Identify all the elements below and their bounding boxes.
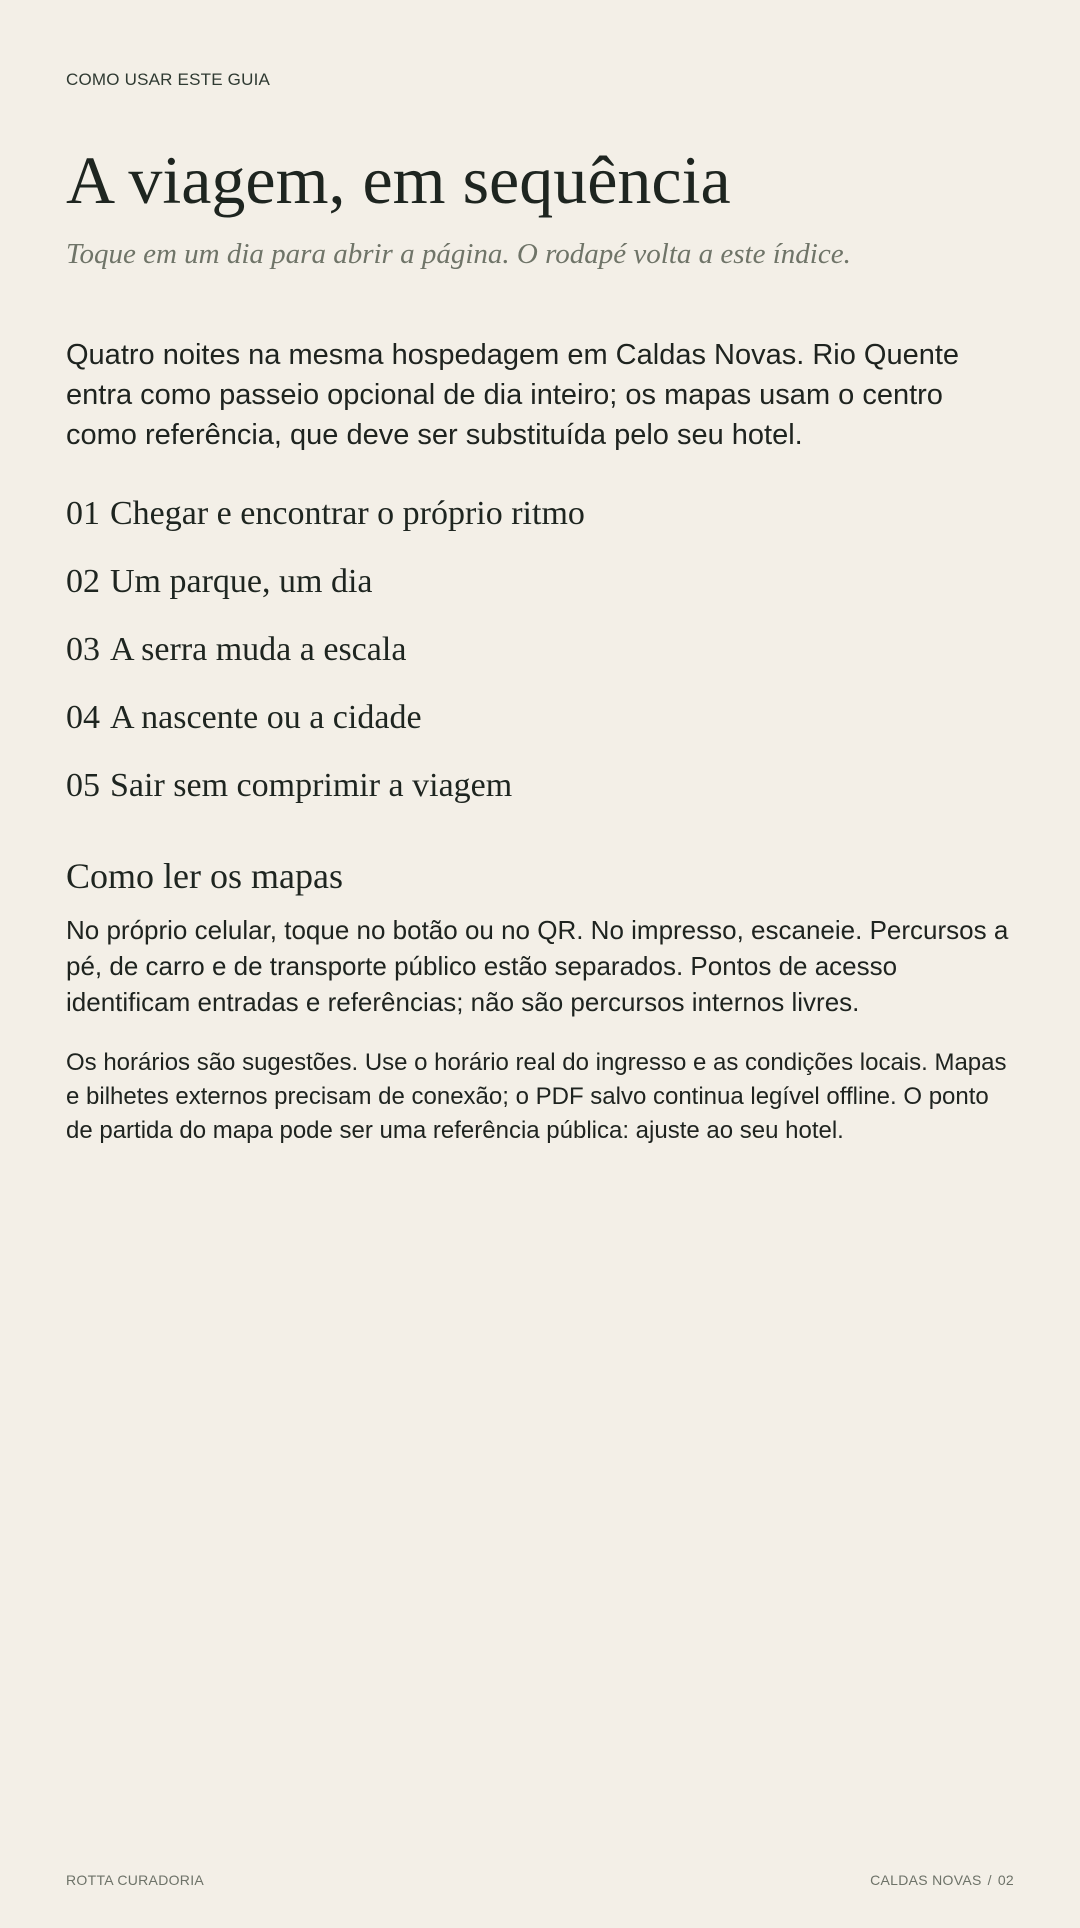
maps-paragraph-2: Os horários são sugestões. Use o horário real do ingresso e as condições locais. Mapas e bilhetes externos precisam de conexão; o PDF salvo continua legível offline. O ponto de partida do mapa pode ser uma referência pública: ajuste ao seu hotel. — [66, 1049, 1007, 1144]
footer-brand: ROTTA CURADORIA — [66, 1872, 205, 1888]
toc-item-day-02[interactable] — [66, 558, 585, 626]
toc-item-day-05[interactable] — [66, 762, 585, 830]
intro-paragraph: Quatro noites na mesma hospedagem em Caldas Novas. Rio Quente entra como passeio opcional de dia inteiro; os mapas usam o centro como referência, que deve ser substituída pelo seu hotel. — [66, 339, 960, 451]
page-title: A viagem, em sequência — [66, 142, 731, 218]
toc-item-day-04[interactable] — [66, 694, 585, 762]
footer-separator: / — [987, 1872, 992, 1888]
toc-item-number: 01 — [66, 495, 100, 532]
toc-item-label: A serra muda a escala — [110, 631, 407, 668]
toc-item-label: A nascente ou a cidade — [110, 699, 422, 736]
section-eyebrow: COMO USAR ESTE GUIA — [66, 70, 271, 89]
maps-section-title: Como ler os mapas — [66, 856, 343, 896]
maps-paragraph-1: No próprio celular, toque no botão ou no QR. No impresso, escaneie. Percursos a pé, de carro e de transporte público estão separados. Pontos de acesso identificam entradas e referências; não são percursos internos livres. — [66, 915, 1009, 1017]
toc-item-label: Um parque, um dia — [110, 563, 373, 600]
toc-item-label: Chegar e encontrar o próprio ritmo — [110, 495, 585, 532]
toc-item-number: 05 — [66, 767, 100, 804]
toc-item-number: 03 — [66, 631, 100, 668]
toc-item-number: 04 — [66, 699, 100, 736]
toc-item-label: Sair sem comprimir a viagem — [110, 767, 513, 804]
toc-item-day-01[interactable] — [66, 490, 585, 558]
footer-back-to-index[interactable] — [870, 1872, 1014, 1888]
toc-item-number: 02 — [66, 563, 100, 600]
page-subtitle: Toque em um dia para abrir a página. O rodapé volta a este índice. — [66, 238, 851, 270]
toc-item-day-03[interactable] — [66, 626, 585, 694]
guide-page — [66, 0, 1014, 1928]
footer-page-number: 02 — [997, 1872, 1014, 1888]
day-index — [66, 490, 585, 830]
footer-destination: CALDAS NOVAS — [870, 1872, 982, 1888]
